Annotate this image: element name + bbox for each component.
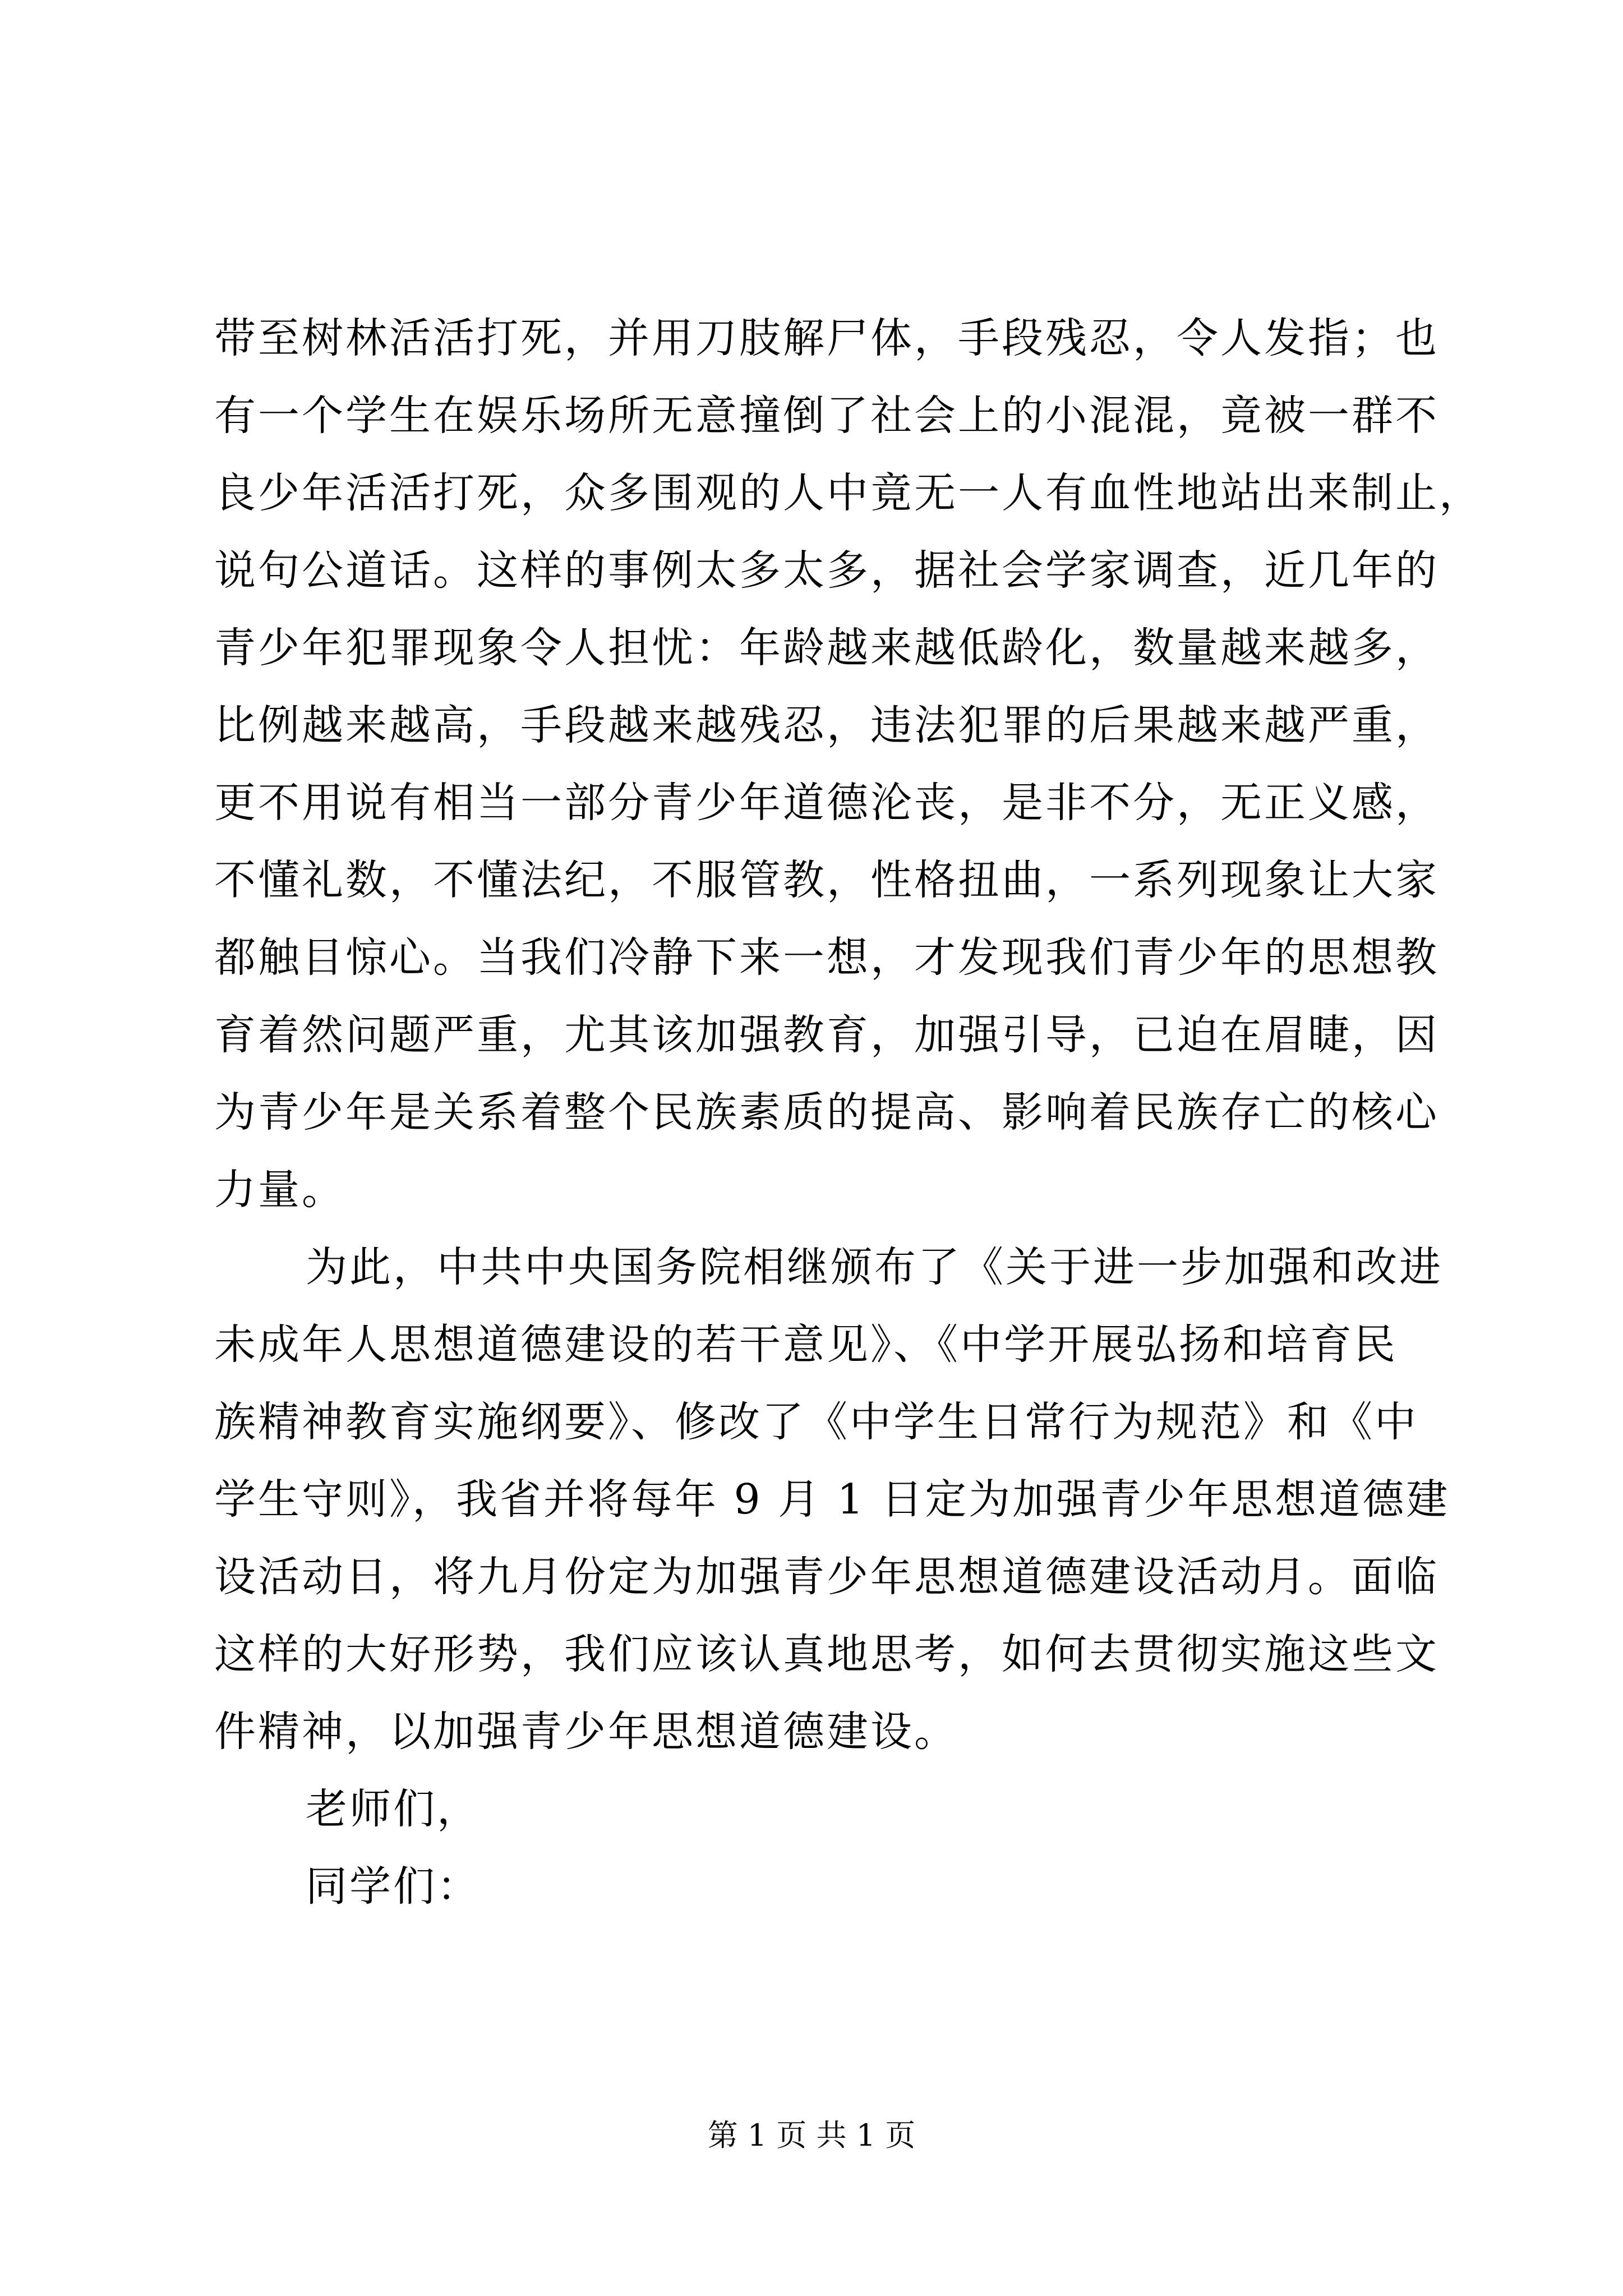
text-line: 有一个学生在娱乐场所无意撞倒了社会上的小混混，竟被一群不 (214, 392, 1439, 440)
text-line: 不懂礼数，不懂法纪，不服管教，性格扭曲，一系列现象让大家 (214, 856, 1439, 904)
text-line: 这样的大好形势，我们应该认真地思考，如何去贯彻实施这些文 (214, 1630, 1439, 1678)
text-line: 件精神，以加强青少年思想道德建设。 (214, 1708, 958, 1756)
text-line: 学生守则》，我省并将每年 9 月 1 日定为加强青少年思想道德建 (214, 1475, 1450, 1524)
text-line: 青少年犯罪现象令人担忧：年龄越来越低龄化，数量越来越多， (214, 624, 1439, 672)
salutation-teachers: 老师们， (306, 1785, 481, 1833)
text-line: 族精神教育实施纲要》、修改了《中学生日常行为规范》和《中 (214, 1398, 1418, 1446)
text-line: 都触目惊心。当我们冷静下来一想，才发现我们青少年的思想教 (214, 933, 1439, 982)
text-line: 育着然问题严重，尤其该加强教育，加强引导，已迫在眉睫，因 (214, 1011, 1439, 1059)
text-line: 带至树林活活打死，并用刀肢解尸体，手段残忍，令人发指；也 (214, 314, 1439, 362)
text-line: 设活动日，将九月份定为加强青少年思想道德建设活动月。面临 (214, 1553, 1439, 1601)
text-line: 为青少年是关系着整个民族素质的提高、影响着民族存亡的核心 (214, 1088, 1439, 1137)
text-line: 良少年活活打死，众多围观的人中竟无一人有血性地站出来制止， (214, 469, 1483, 517)
text-line: 说句公道话。这样的事例太多太多，据社会学家调查，近几年的 (214, 546, 1439, 595)
text-line: 更不用说有相当一部分青少年道德沦丧，是非不分，无正义感， (214, 779, 1439, 827)
salutation-students: 同学们： (306, 1862, 481, 1911)
text-line: 未成年人思想道德建设的若干意见》、《中学开展弘扬和培育民 (214, 1320, 1398, 1369)
paragraph-first-line: 为此，中共中央国务院相继颁布了《关于进一步加强和改进 (306, 1243, 1443, 1291)
text-line: 力量。 (214, 1166, 345, 1214)
text-line: 比例越来越高，手段越来越残忍，违法犯罪的后果越来越严重， (214, 701, 1439, 749)
page-number-footer: 第 1 页 共 1 页 (707, 2118, 916, 2153)
